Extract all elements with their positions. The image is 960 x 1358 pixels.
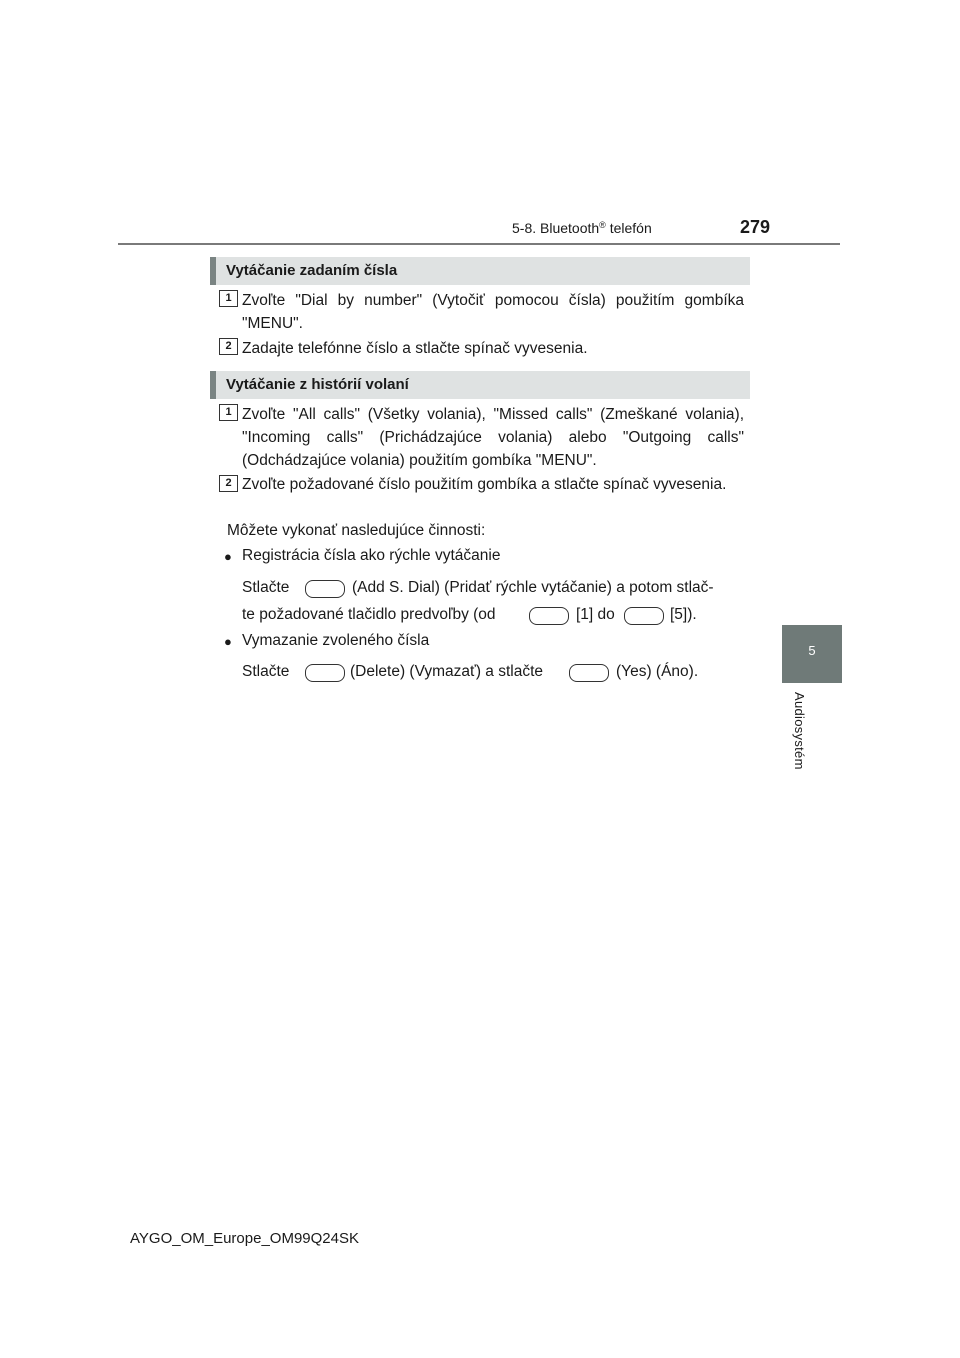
- bullet-title: Registrácia čísla ako rýchle vytáčanie: [242, 547, 501, 564]
- screen-button-icon: [305, 664, 345, 682]
- instruction-text: te požadované tlačidlo predvoľby (od: [242, 606, 496, 623]
- instruction-text: (Add S. Dial) (Pridať rýchle vytáčanie) a potom stlač-: [352, 579, 714, 596]
- instruction-text: (Yes) (Áno).: [616, 663, 699, 680]
- document-code: AYGO_OM_Europe_OM99Q24SK: [130, 1230, 359, 1247]
- section-header-dial-by-number: Vytáčanie zadaním čísla: [210, 257, 750, 285]
- section-title: 5-8. Bluetooth® telefón: [512, 220, 652, 236]
- chapter-number: 5: [808, 643, 816, 658]
- instruction-text: Stlačte: [242, 663, 290, 680]
- step-number: 1: [219, 290, 238, 307]
- step-number: 2: [219, 475, 238, 492]
- instruction-text: Stlačte: [242, 579, 290, 596]
- instruction-text: [1] do: [576, 606, 615, 623]
- screen-button-icon: [529, 607, 569, 625]
- screen-button-icon: [305, 580, 345, 598]
- chapter-label: Audiosystém: [792, 692, 807, 770]
- page-number: 279: [740, 217, 771, 237]
- step-text: Zvoľte "Dial by number" (Vytočiť pomocou čísla) použitím gombíka "MENU".: [242, 292, 744, 332]
- instruction-text: (Delete) (Vymazať) a stlačte: [350, 663, 544, 680]
- step-number: 2: [219, 338, 238, 355]
- bullet-title: Vymazanie zvoleného čísla: [242, 632, 430, 649]
- step-text: Zvoľte "All calls" (Všetky volania), "Missed calls" (Zmeškané volania), "Incoming calls" (Prichádzajúce volania) alebo "Outgoing calls" (Odchádzajúce volania) použitím gombíka "MENU".: [242, 406, 744, 469]
- screen-button-icon: [624, 607, 664, 625]
- section-header-call-history: Vytáčanie z histórií volaní: [210, 371, 750, 399]
- header-divider: [118, 243, 840, 245]
- instruction-text: [5]).: [670, 606, 697, 623]
- step-text: Zvoľte požadované číslo použitím gombíka a stlačte spínač vyvesenia.: [242, 476, 727, 493]
- step-text: Zadajte telefónne číslo a stlačte spínač vyvesenia.: [242, 340, 588, 357]
- bullet-icon: ●: [224, 549, 232, 564]
- intro-text: Môžete vykonať nasledujúce činnosti:: [227, 522, 486, 539]
- step-number: 1: [219, 404, 238, 421]
- bullet-icon: ●: [224, 634, 232, 649]
- screen-button-icon: [569, 664, 609, 682]
